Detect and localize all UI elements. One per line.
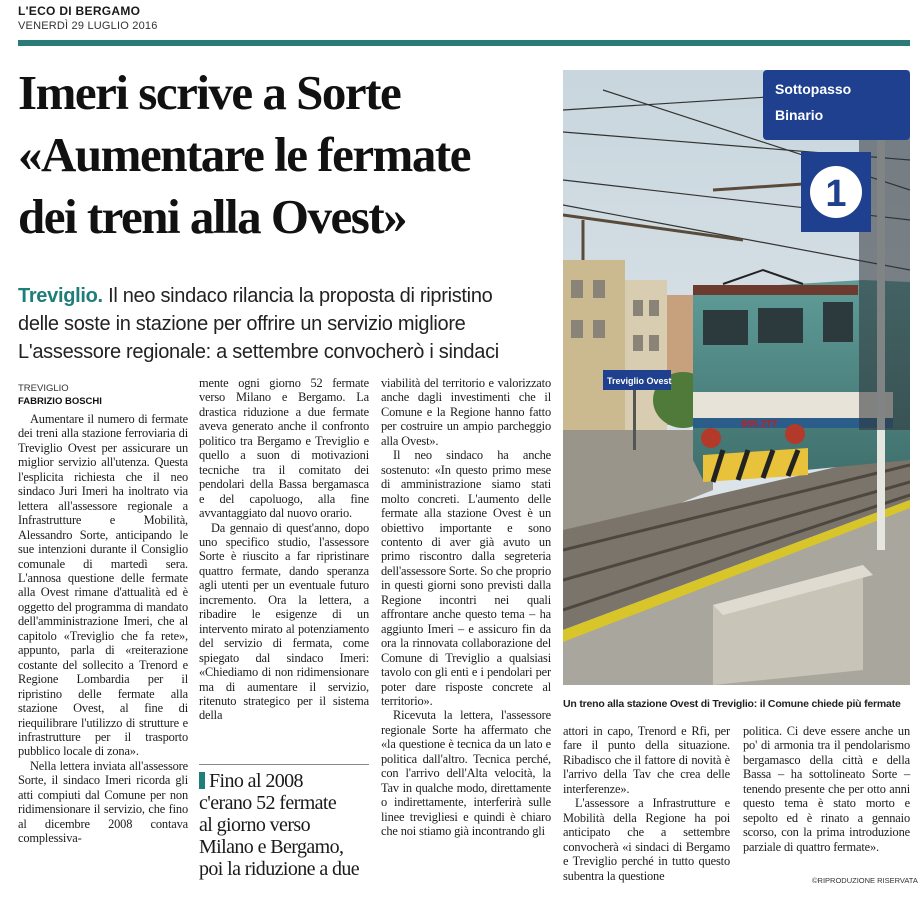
- summary-kicker: Treviglio.: [18, 285, 103, 307]
- station-sign: Treviglio Ovest: [607, 376, 672, 386]
- summary-line: delle soste in stazione per offrire un servizio migliore: [18, 313, 466, 335]
- pullquote-line: al giorno verso: [199, 814, 310, 836]
- dateline: TREVIGLIO: [18, 383, 69, 394]
- summary-text: Il neo sindaco rilancia la proposta di ripristino: [102, 285, 493, 307]
- article-column-5: [743, 724, 910, 854]
- copyright-note: ©RIPRODUZIONE RISERVATA: [812, 876, 918, 885]
- platform-number: 1: [825, 173, 847, 215]
- headline-line: Imeri scrive a Sorte: [18, 65, 401, 120]
- paragraph: L'assessore a Infrastrutture e Mobilità della Regione ha poi anticipato che a settembre convocherà «i sindaci di Bergamo e Treviglio perché in tutto questo subentra la questione: [563, 796, 730, 883]
- headline-line: dei treni alla Ovest»: [18, 189, 407, 244]
- article-photo: [563, 70, 910, 685]
- headline-line: «Aumentare le fermate: [18, 127, 470, 182]
- byline: FABRIZIO BOSCHI: [18, 396, 102, 407]
- pullquote-text: Fino al 2008: [209, 770, 303, 792]
- masthead: L'ECO DI BERGAMO: [18, 4, 141, 18]
- article-column-2: [199, 376, 369, 723]
- paragraph: Il neo sindaco ha anche sostenuto: «In questo primo mese di amministrazione siamo stati molto concreti. L'aumento delle fermate alla stazione Ovest è un obiettivo importante e sono contento di aver già avuto un primo riscontro dalla segreteria dell'assessore Sorte. So che proprio in questi giorni sono previsti dalla Regione incontri nei quali affrontare anche questo tema – ha aggiunto Imeri – e assicuro fin da ora la rinnovata collaborazione del Comune di Treviglio a qualsiasi tavolo con gli enti e i pendolari per poter dare risposte concrete al territorio».: [381, 448, 551, 708]
- sign-sottopasso: Sottopasso: [775, 81, 852, 97]
- summary-line: [18, 282, 558, 310]
- paragraph: viabilità del territorio e valorizzato anche dagli investimenti che il Comune e la Regione hanno fatto per costruire un ampio parcheggio alla Ovest».: [381, 376, 551, 448]
- article-column-3: [381, 376, 551, 839]
- paragraph: attori in capo, Trenord e Rfi, per fare il punto della situazione. Ribadisco che il fattore di novità è l'arrivo della Tav che crea delle interferenze».: [563, 724, 730, 796]
- pullquote-line: c'erano 52 fermate: [199, 792, 337, 814]
- photo-caption: Un treno alla stazione Ovest di Treviglio: il Comune chiede più fermate: [563, 698, 901, 710]
- pullquote-line: poi la riduzione a due: [199, 858, 360, 880]
- summary-line: L'assessore regionale: a settembre convocherò i sindaci: [18, 341, 499, 363]
- paragraph: mente ogni giorno 52 fermate verso Milano e Bergamo. La drastica riduzione a due fermate aveva generato anche il confronto politico tra Bergamo e Treviglio e quello a suon di motivazioni tecniche tra il comitato dei pendolari della Bassa bergamasca e del capoluogo, alla fine avvantaggiato dal nuovo orario.: [199, 376, 369, 521]
- sign-binario: Binario: [775, 107, 824, 123]
- paragraph: Ricevuta la lettera, l'assessore regionale Sorte ha affermato che «la questione è tecnica da un lato e politica dall'altro. Tecnica perché, con l'arrivo dell'Alta velocità, la Tav in qualche modo, direttamente o indirettamente, interferirà sulle linee trevigliesi e quindi è chiaro che noi stiamo già incontrando gli: [381, 708, 551, 839]
- headline: [18, 62, 558, 248]
- article-column-1: [18, 412, 188, 846]
- issue-date: VENERDÌ 29 LUGLIO 2016: [18, 20, 158, 32]
- paragraph: Da gennaio di quest'anno, dopo uno specifico studio, l'assessore Sorte è riuscito a far ripristinare quattro fermate, dando speranza agli utenti per un eventuale futuro incremento. Ora la lettera, a ribadire le esigenze di un intervento mirato al potenziamento del servizio di fermata, come spiegato dal sindaco Imeri: «Chiediamo di non ridimensionare ma di aumentare il servizio, ritenuto strategico per il sistema della: [199, 520, 369, 723]
- paragraph: Aumentare il numero di fermate dei treni alla stazione ferroviaria di Treviglio Ovest per assicurare un miglior servizio all'utenza. Questa l'esplicita richiesta che il neo sindaco Juri Imeri ha inoltrato via lettera all'assessore regionale a Infrastrutture e Mobilità, Alessandro Sorte, anticipando le sue intenzioni durante il Consiglio comunale di martedì sera. L'annosa questione delle fermate alla Ovest rimane d'attualità ed è oggetto del programma di mandato dell'amministrazione Imeri, che al capitolo «Treviglio che fa rete», appunto, parla di «reiterazione costante del sollecito a Trenord e Regione Lombardia per il ripristino delle fermate alla stazione Ovest, al fine di riequilibrare l'utilizzo di strutture e infrastrutture per il trasporto pubblico locale di zona».: [18, 412, 188, 759]
- loco-number: 655 277: [741, 419, 778, 430]
- header-rule: [18, 40, 910, 46]
- pullquote-line: Milano e Bergamo,: [199, 836, 344, 858]
- pullquote-marker: [199, 772, 205, 789]
- summary: [18, 282, 558, 366]
- pullquote: [199, 770, 369, 880]
- paragraph: Nella lettera inviata all'assessore Sorte, il sindaco Imeri ricorda gli atti compiuti dal Comune per non ridimensionare il servizio, che fino al dicembre 2008 contava complessiva-: [18, 758, 188, 846]
- pullquote-divider: [199, 764, 369, 765]
- article-column-4: [563, 724, 730, 883]
- pullquote-line: [199, 770, 369, 792]
- paragraph: politica. Ci deve essere anche un po' di armonia tra il pendolarismo bergamasco della città e della Bassa – ha sottolineato Sorte – tenendo presente che per otto anni questo tema è stato morto e sepolto ed è rinato a gennaio scorso, con la prima introduzione parziale di quattro fermate».: [743, 724, 910, 854]
